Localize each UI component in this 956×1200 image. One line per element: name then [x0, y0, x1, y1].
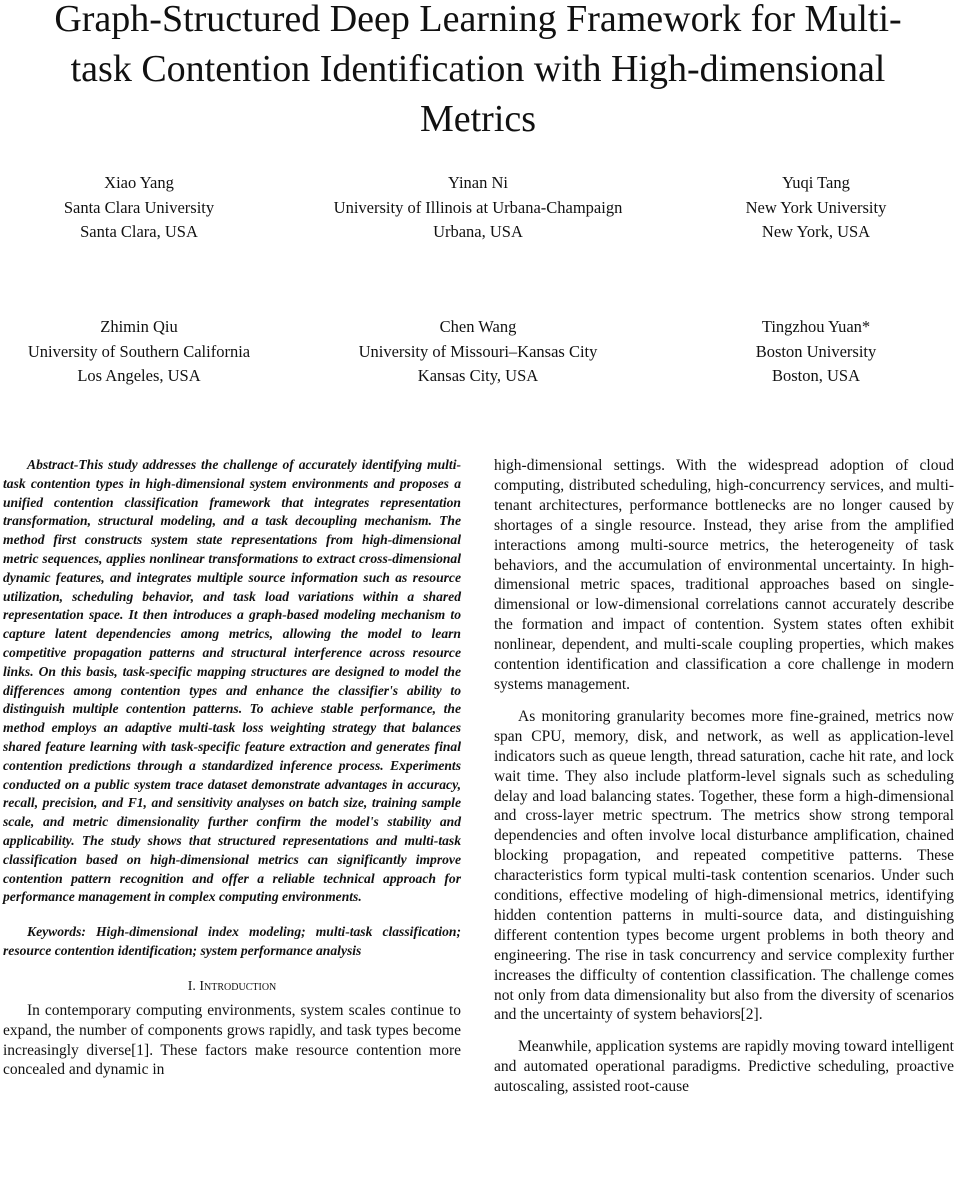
author-block	[716, 315, 916, 389]
right-column	[494, 456, 954, 1097]
intro-paragraph-2: As monitoring granularity becomes more fine-grained, metrics now span CPU, memory, disk, and network, as well as application-level indicators such as queue length, thread saturation, cache hit rate, and lock wait time. They also include platform-level signals such as scheduling delay and load balancing states. Together, these form a high-dimensional and cross-layer metric spectrum. The metrics show strong temporal dependencies and often involve local disturbance amplification, chained blocking propagation, and repeated competitive patterns. These characteristics form typical multi-task contention scenarios. Under such conditions, effective modeling of high-dimensional metrics, identifying hidden contention patterns in multi-source data, and distinguishing different contention types become urgent problems in both theory and engineering. The rise in task concurrency and service complexity further increases the difficulty of contention classification. The challenge comes not only from data dimensionality but also from the diversity of scenarios and the uncertainty of system behaviors[2].	[494, 707, 954, 1024]
abstract: Abstract-This study addresses the challenge of accurately identifying multi-task contention types in high-dimensional system environments and proposes a unified contention classification framework that integrates representation transformation, structural modeling, and a task decoupling mechanism. The method first constructs system state representations from high-dimensional metric sequences, applies nonlinear transformations to extract cross-dimensional dynamic features, and integrates multiple source information such as resource utilization, scheduling behavior, and task load variations within a shared representation space. It then introduces a graph-based modeling mechanism to capture latent dependencies among metrics, allowing the model to learn competitive propagation patterns and structural interference across resource links. On this basis, task-specific mapping structures are designed to model the differences among contention types and enhance the classifier's ability to distinguish multiple contention patterns. To achieve stable performance, the method employs an adaptive multi-task loss weighting strategy that balances shared feature learning with task-specific feature extraction and generates final contention predictions through a standardized inference process. Experiments conducted on a public system trace dataset demonstrate advantages in accuracy, recall, precision, and F1, and sensitivity analyses on batch size, training sample scale, and metric dimensionality further confirm the model's stability and applicability. The study shows that structured representations and multi-task classification based on high-dimensional metrics can significantly improve contention pattern recognition and offer a reliable technical approach for performance management in complex computing environments.	[3, 457, 461, 905]
author-affiliation: New York University	[745, 197, 887, 217]
keywords: Keywords: High-dimensional index modeling; multi-task classification; resource contention identification; system performance analysis	[3, 924, 461, 958]
paper-title: Graph-Structured Deep Learning Framework for Multi-task Contention Identification with High-dimensional Metrics	[54, 0, 902, 140]
author-name: Yuqi Tang	[782, 173, 850, 192]
intro-paragraph-1-continued: high-dimensional settings. With the widespread adoption of cloud computing, distributed scheduling, high-concurrency services, and multi-tenant architectures, performance bottlenecks are no longer caused by shortages of a single resource. Instead, they arise from the amplified interactions among multi-source metrics, the heterogeneity of task behaviors, and the accumulation of environmental uncertainty. In high-dimensional metric spaces, traditional approaches based on single-dimensional or low-dimensional correlations cannot accurately describe the formation and impact of contention. System states often exhibit nonlinear, dependent, and multi-scale coupling properties, which makes contention identification and classification a core challenge in modern systems management.	[494, 457, 954, 693]
author-location: Urbana, USA	[433, 222, 523, 241]
intro-paragraph-1: In contemporary computing environments, system scales continue to expand, the number of components grows rapidly, and task types become increasingly diverse[1]. These factors make resource contention more concealed and dynamic in	[3, 1001, 461, 1079]
author-block	[333, 315, 623, 389]
author-block	[4, 315, 274, 389]
author-location: New York, USA	[761, 222, 871, 241]
author-name: Zhimin Qiu	[100, 317, 178, 336]
author-location: Kansas City, USA	[417, 366, 539, 385]
author-name: Chen Wang	[439, 317, 517, 336]
author-block	[716, 171, 916, 245]
author-name: Xiao Yang	[104, 173, 174, 192]
author-name: Yinan Ni	[447, 173, 509, 192]
author-location: Santa Clara, USA	[80, 222, 198, 241]
author-affiliation: University of Missouri–Kansas City	[358, 341, 598, 361]
intro-paragraph-3: Meanwhile, application systems are rapidly moving toward intelligent and automated operational paradigms. Predictive scheduling, proactive autoscaling, assisted root-cause	[494, 1038, 954, 1096]
author-location: Los Angeles, USA	[77, 366, 201, 385]
author-affiliation: Santa Clara University	[63, 197, 215, 217]
author-affiliation: University of Illinois at Urbana-Champaign	[333, 197, 623, 217]
author-affiliation: University of Southern California	[27, 341, 251, 361]
author-location: Boston, USA	[771, 366, 861, 385]
section-heading-introduction: I. Introduction	[187, 978, 277, 994]
author-affiliation: Boston University	[755, 341, 877, 361]
left-column	[3, 456, 461, 1080]
author-block	[318, 171, 638, 245]
author-name: Tingzhou Yuan*	[761, 317, 871, 336]
author-block	[39, 171, 239, 245]
